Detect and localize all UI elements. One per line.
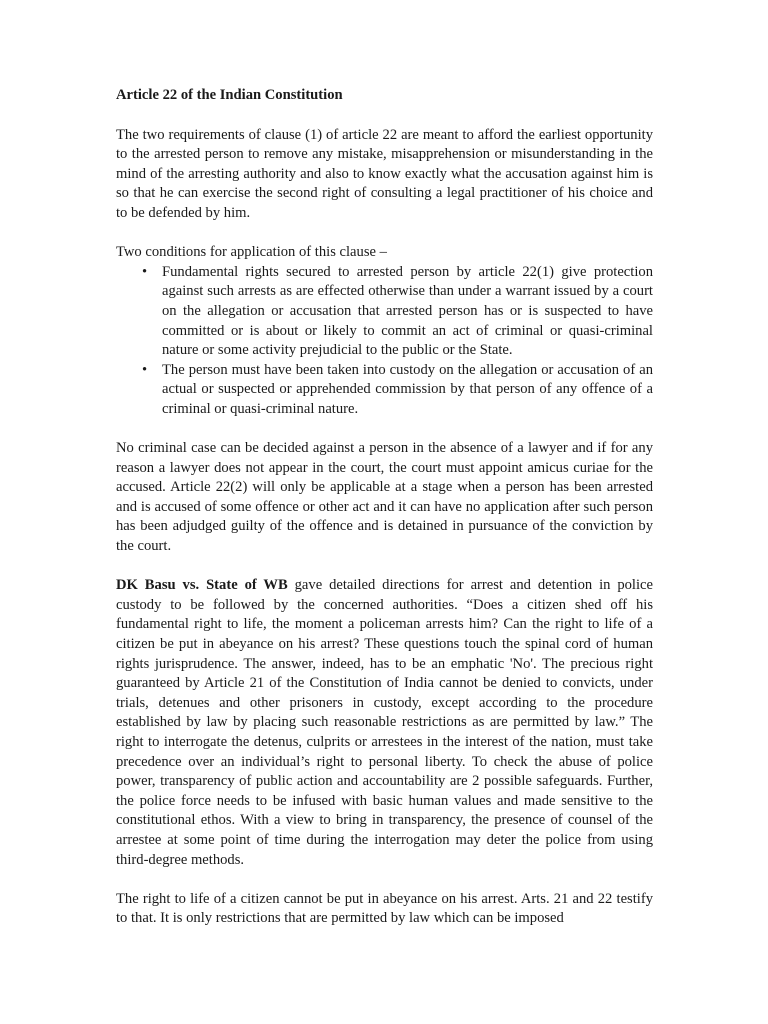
- case-name: DK Basu vs. State of WB: [116, 577, 288, 594]
- conditions-list: [116, 263, 653, 420]
- list-item-text: The person must have been taken into custody on the allegation or accusation of an actual or suspected or apprehended commission by that person of any offence of a criminal or quasi-criminal nature.: [162, 361, 653, 417]
- paragraph-dk-basu: [116, 576, 653, 870]
- list-item: [116, 263, 653, 361]
- paragraph-dk-basu-text: gave detailed directions for arrest and detention in police custody to be followed by the concerned authorities. “Does a citizen shed off his fundamental right to life, the moment a policeman arrests him? Can the right to life of a citizen be put in abeyance on his arrest? These questions touch the spinal cord of human rights jurisprudence. The answer, indeed, has to be an emphatic 'No'. The precious right guaranteed by Article 21 of the Constitution of India cannot be denied to convicts, under trials, detenues and other prisoners in custody, except according to the procedure established by law by placing such reasonable restrictions as are permitted by law.” The right to interrogate the detenus, culprits or arrestees in the interest of the nation, must take precedence over an individual’s right to personal liberty. To check the abuse of police power, transparency of public action and accountability are 2 possible safeguards. Further, the police force needs to be infused with basic human values and made sensitive to the constitutional ethos. With a view to bring in transparency, the presence of counsel of the arrestee at some point of time during the interrogation may deter the police from using third-degree methods.: [116, 577, 653, 868]
- document-page: [116, 86, 653, 949]
- paragraph-clause-requirements: The two requirements of clause (1) of article 22 are meant to afford the earliest opportunity to the arrested person to remove any mistake, misapprehension or misunderstanding in the mind of the arresting authority and also to know exactly what the accusation against him is so that he can exercise the second right of consulting a legal practitioner of his choice and to be defended by him.: [116, 126, 653, 221]
- conditions-intro: Two conditions for application of this clause –: [116, 244, 387, 261]
- paragraph-right-to-life: The right to life of a citizen cannot be put in abeyance on his arrest. Arts. 21 and 22 testify to that. It is only restrictions that are permitted by law which can be imposed: [116, 890, 653, 927]
- bullet-icon: •: [142, 263, 148, 280]
- paragraph-criminal-case: No criminal case can be decided against a person in the absence of a lawyer and if for any reason a lawyer does not appear in the court, the court must appoint amicus curiae for the accused. Article 22(2) will only be applicable at a stage when a person has been arrested and is accused of some offence or other act and it can have no application after such person has been adjudged guilty of the offence and is detained in pursuance of the conviction by the court.: [116, 440, 653, 555]
- list-item-text: Fundamental rights secured to arrested person by article 22(1) give protection against such arrests as are effected otherwise than under a warrant issued by a court on the allegation or accusation that arrested person has or is suspected to have committed or is about or likely to commit an act of criminal or quasi-criminal nature or some activity prejudicial to the public or the State.: [162, 263, 653, 359]
- document-title: Article 22 of the Indian Constitution: [116, 87, 343, 103]
- bullet-icon: •: [142, 361, 148, 378]
- list-item: [116, 361, 653, 420]
